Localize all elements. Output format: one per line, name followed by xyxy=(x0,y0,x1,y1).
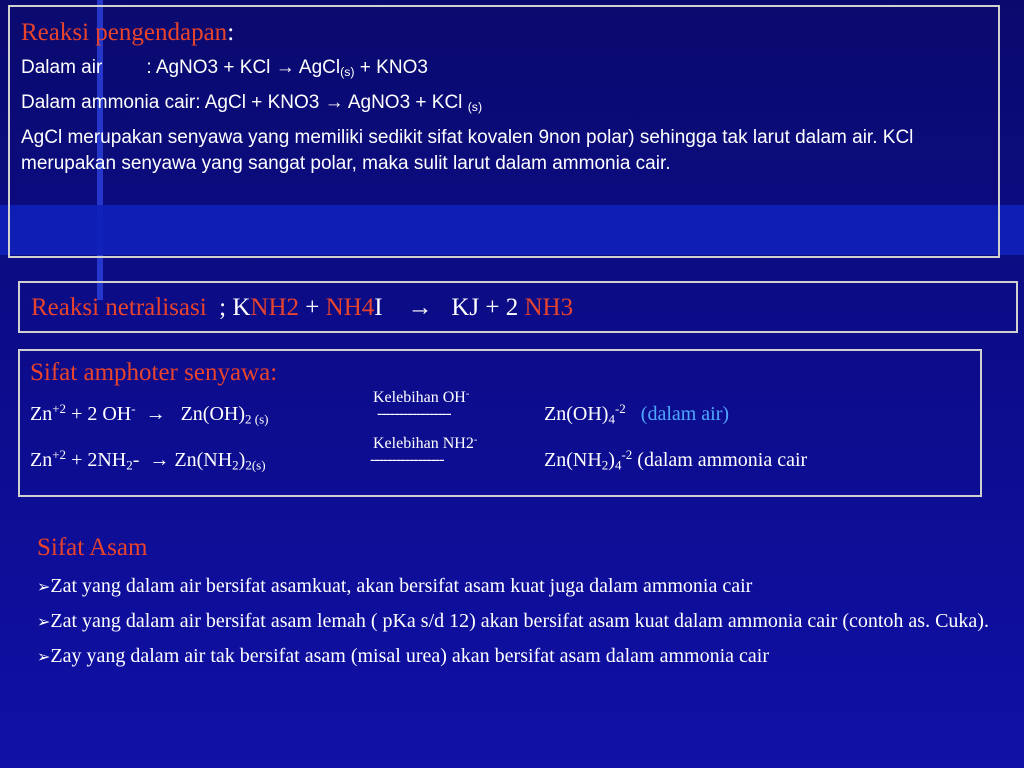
list-item: ➢Zat yang dalam air bersifat asam lemah ( pKa s/d 12) akan bersifat asam kuat dalam ammonia cair (contoh as. Cuka). xyxy=(37,610,989,632)
neutralization-box: Reaksi netralisasi ; KNH2 + NH4I → KJ + 2 NH3 xyxy=(18,281,1018,333)
neutralization-title: Reaksi netralisasi xyxy=(31,294,207,321)
acid-section xyxy=(37,532,1012,671)
precipitation-box xyxy=(8,5,1000,258)
precipitation-line-water: Dalam air : AgNO3 + KCl → AgCl$_{(s)}$ + KNO3 xyxy=(21,57,428,80)
amphoter-row-water: $Zn^{+2} + 2$ OH- → $Zn(OH)_{2 (s)}$ Kelebihan OH- ----------------- $Zn(OH)_4^{-2}$ (dalam air) xyxy=(30,388,730,427)
amphoter-row-ammonia: $Zn^{+2} + 2NH_2- \to Zn(NH_2)_{2(s)}$ Kelebihan NH2- ----------------- $Zn(NH_2)_4^{-2}$ (dalam ammonia cair xyxy=(30,434,808,473)
list-item: ➢Zat yang dalam air bersifat asamkuat, akan bersifat asam kuat juga dalam ammonia cair xyxy=(37,575,753,597)
precipitation-title: Reaksi pengendapan: xyxy=(21,19,235,46)
arrowhead-bullet-icon: ➢ xyxy=(37,577,51,596)
precipitation-line-ammonia: Dalam ammonia cair: AgCl + KNO3 → AgNO3 + KCl $_{(s)}$ xyxy=(21,92,483,115)
acid-title: Sifat Asam xyxy=(37,534,148,561)
amphoter-box xyxy=(18,349,982,497)
arrow-right-icon: → xyxy=(324,92,344,113)
arrow-right-icon: → xyxy=(407,294,433,321)
arrowhead-bullet-icon: ➢ xyxy=(37,647,51,666)
arrow-right-icon: → xyxy=(145,403,166,425)
list-item: ➢Zay yang dalam air tak bersifat asam (misal urea) akan bersifat asam dalam ammonia cair xyxy=(37,645,769,667)
precipitation-explanation: AgCl merupakan senyawa yang memiliki sedikit sifat kovalen 9non polar) sehingga tak larut dalam air. KCl merupakan senyawa yang sangat polar, maka sulit larut dalam ammonia cair. xyxy=(21,127,914,174)
amphoter-title: Sifat amphoter senyawa: xyxy=(30,359,278,386)
arrowhead-bullet-icon: ➢ xyxy=(37,612,51,631)
arrow-right-icon: → xyxy=(275,57,295,78)
arrow-right-icon: → xyxy=(149,449,170,471)
